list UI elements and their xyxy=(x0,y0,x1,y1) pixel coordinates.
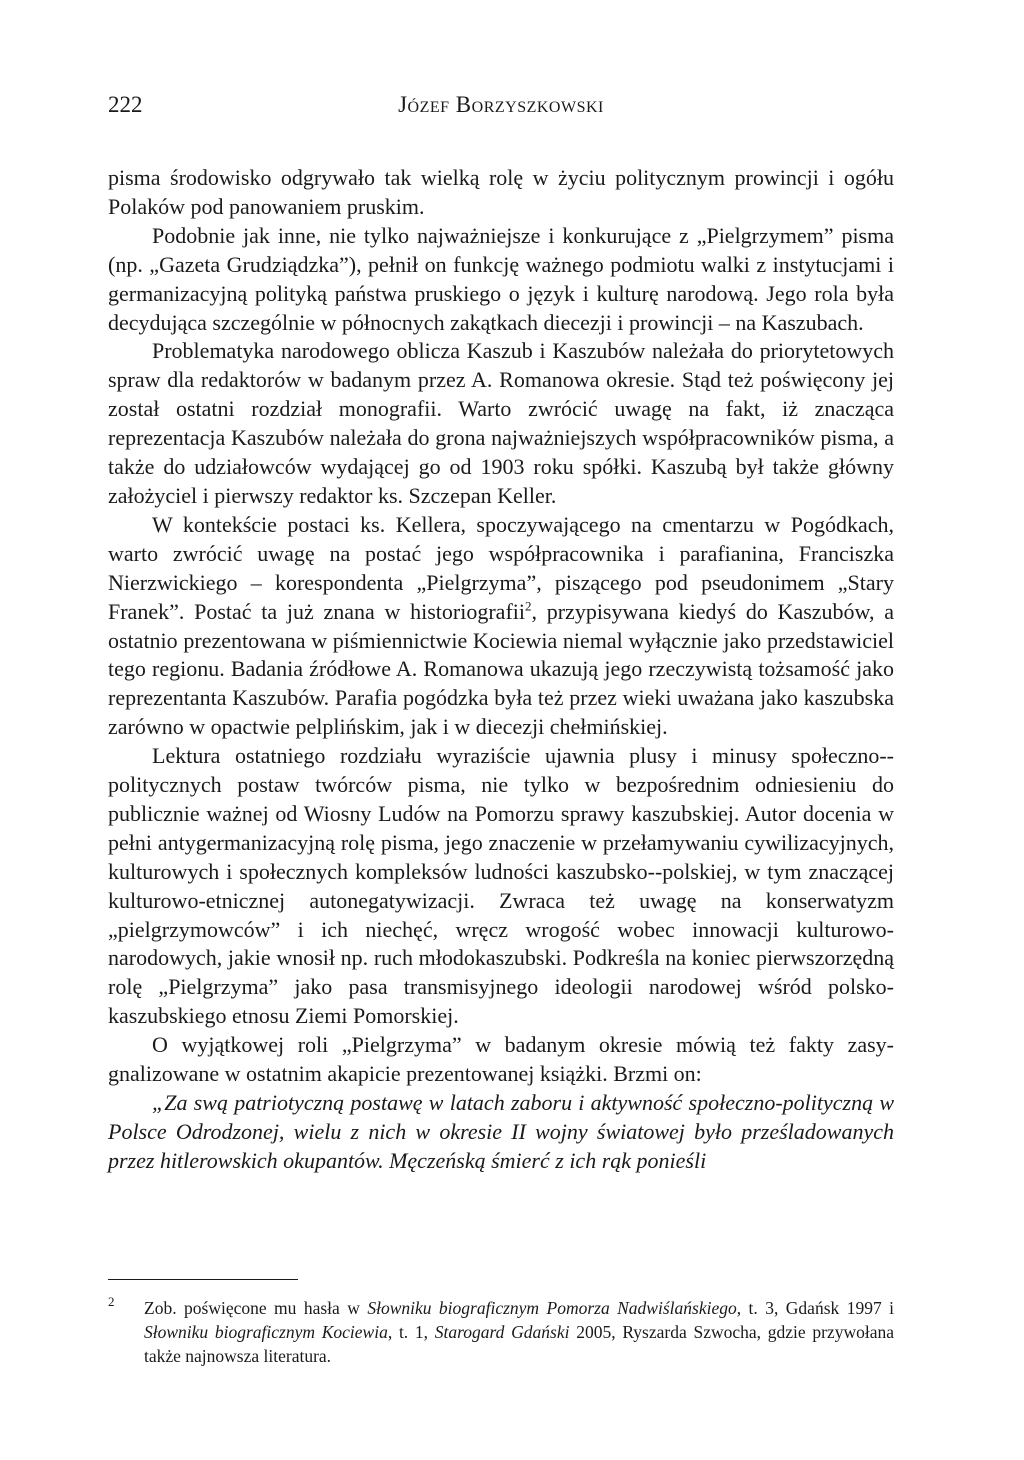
running-head-author: Józef Borzyszkowski xyxy=(398,92,604,117)
footnote-divider xyxy=(108,1279,298,1280)
running-head xyxy=(108,92,894,122)
paragraph-5: Lektura ostatniego rozdziału wyraziście ujawnia plusy i minusy społeczno--politycznych postaw twórców pisma, nie tylko w bezpośrednim odniesieniu do publicznie ważnej od Wiosny Ludów na Pomorzu sprawy kaszubskiej. Autor docenia w pełni antygermanizacyjną rolę pisma, jego znaczenie w przełamywaniu cywilizacyjnych, kulturowych i społecznych kompleksów ludności kaszubsko--polskiej, w tym znaczącej kulturowo-etnicznej autonegatywizacji. Zwraca też uwagę na konserwatyzm „pielgrzymowców” i ich niechęć, wręcz wrogość wobec innowacji kulturowo-narodowych, jakie wnosił np. ruch młodokaszubski. Podkreśla na koniec pierwszorzędną rolę „Pielgrzyma” jako pasa transmisyjnego ideologii narodowej wśród polsko-kaszubskiego etnosu Ziemi Pomorskiej. xyxy=(108,743,894,1029)
footnote xyxy=(108,1296,894,1368)
footnote-text-3: , t. 1, xyxy=(387,1322,435,1342)
footnote-place: Starogard Gdański xyxy=(434,1322,570,1342)
footnote-title-1: Słowniku biograficznym Pomorza Nadwiślańskiego xyxy=(367,1298,737,1318)
footnote-text-4: 2005, Ryszarda Szwocha, gdzie przywołana także najnowsza literatura. xyxy=(144,1322,894,1366)
footnote-text-2: , t. 3, Gdańsk 1997 i xyxy=(736,1298,894,1318)
paragraph-6: O wyjątkowej roli „Pielgrzyma” w badanym okresie mówią też fakty zasygnalizowane w ostatnim akapicie prezentowanej książki. Brzmi on: xyxy=(108,1032,894,1087)
paragraph-4-part-1: W kontekście postaci ks. Kellera, spoczywającego na cmentarzu w Pogódkach, warto zwrócić uwagę na postać jego współpracownika i parafianina, Franciszka Nierzwickiego – korespondenta „Pielgrzyma”, piszącego pod pseudonimem „Stary Franek”. Postać ta już znana w historiografii xyxy=(108,511,894,624)
paragraph-2: Podobnie jak inne, nie tylko najważniejsze i konkurujące z „Pielgrzymem” pisma (np. „Gazeta Grudziądzka”), pełnił on funkcję ważnego podmiotu walki z instytucjami i germanizacyjną polityką państwa pruskiego o język i kulturę narodową. Jego rola była decydująca szczególnie w północnych zakątkach diecezji i prowincji – na Kaszubach. xyxy=(108,222,894,335)
footnote-text xyxy=(144,1296,894,1368)
paragraph-4 xyxy=(108,511,894,742)
footnote-title-2: Słowniku biograficznym Kociewia xyxy=(144,1322,388,1342)
footnote-reference: 2 xyxy=(525,598,532,614)
page-number: 222 xyxy=(108,92,143,117)
footnote-text-1: Zob. poświęcone mu hasła w xyxy=(144,1298,368,1318)
quotation: „Za swą patriotyczną postawę w latach zaboru i aktywność społeczno-polityczną w Polsce Odrodzonej, wielu z nich w okresie II wojny światowej było prześladowanych przez hitlerowskich okupantów. Męczeńską śmierć z ich rąk ponieśli xyxy=(108,1090,894,1173)
body-text xyxy=(108,164,894,1176)
footnote-marker: 2 xyxy=(108,1294,115,1309)
paragraph-1: pisma środowisko odgrywało tak wielką rolę w życiu politycznym prowincji i ogółu Polaków pod panowaniem pruskim. xyxy=(108,165,894,219)
paragraph-3: Problematyka narodowego oblicza Kaszub i Kaszubów należała do priorytetowych spraw dla redaktorów w badanym przez A. Romanowa okresie. Stąd też poświęcony jej został ostatni rozdział monografii. Warto zwrócić uwagę na fakt, iż znacząca reprezentacja Kaszubów należała do grona najważniejszych współpracowników pisma, a także do udziałowców wydającej go od 1903 roku spółki. Kaszubą był także główny założyciel i pierwszy redaktor ks. Szczepan Keller. xyxy=(108,338,894,508)
paragraph-4-part-2: , przypisywana kiedyś do Kaszubów, a ostatnio prezentowana w piśmiennictwie Kociewia niemal wyłącznie jako przedstawiciel tego regionu. Badania źródłowe A. Romanowa ukazują jego rzeczywistą tożsamość jako reprezentanta Kaszubów. Parafia pogódzka była też przez wieki uważana jako kaszubska zarówno w opactwie pelplińskim, jak i w diecezji chełmińskiej. xyxy=(108,598,894,740)
